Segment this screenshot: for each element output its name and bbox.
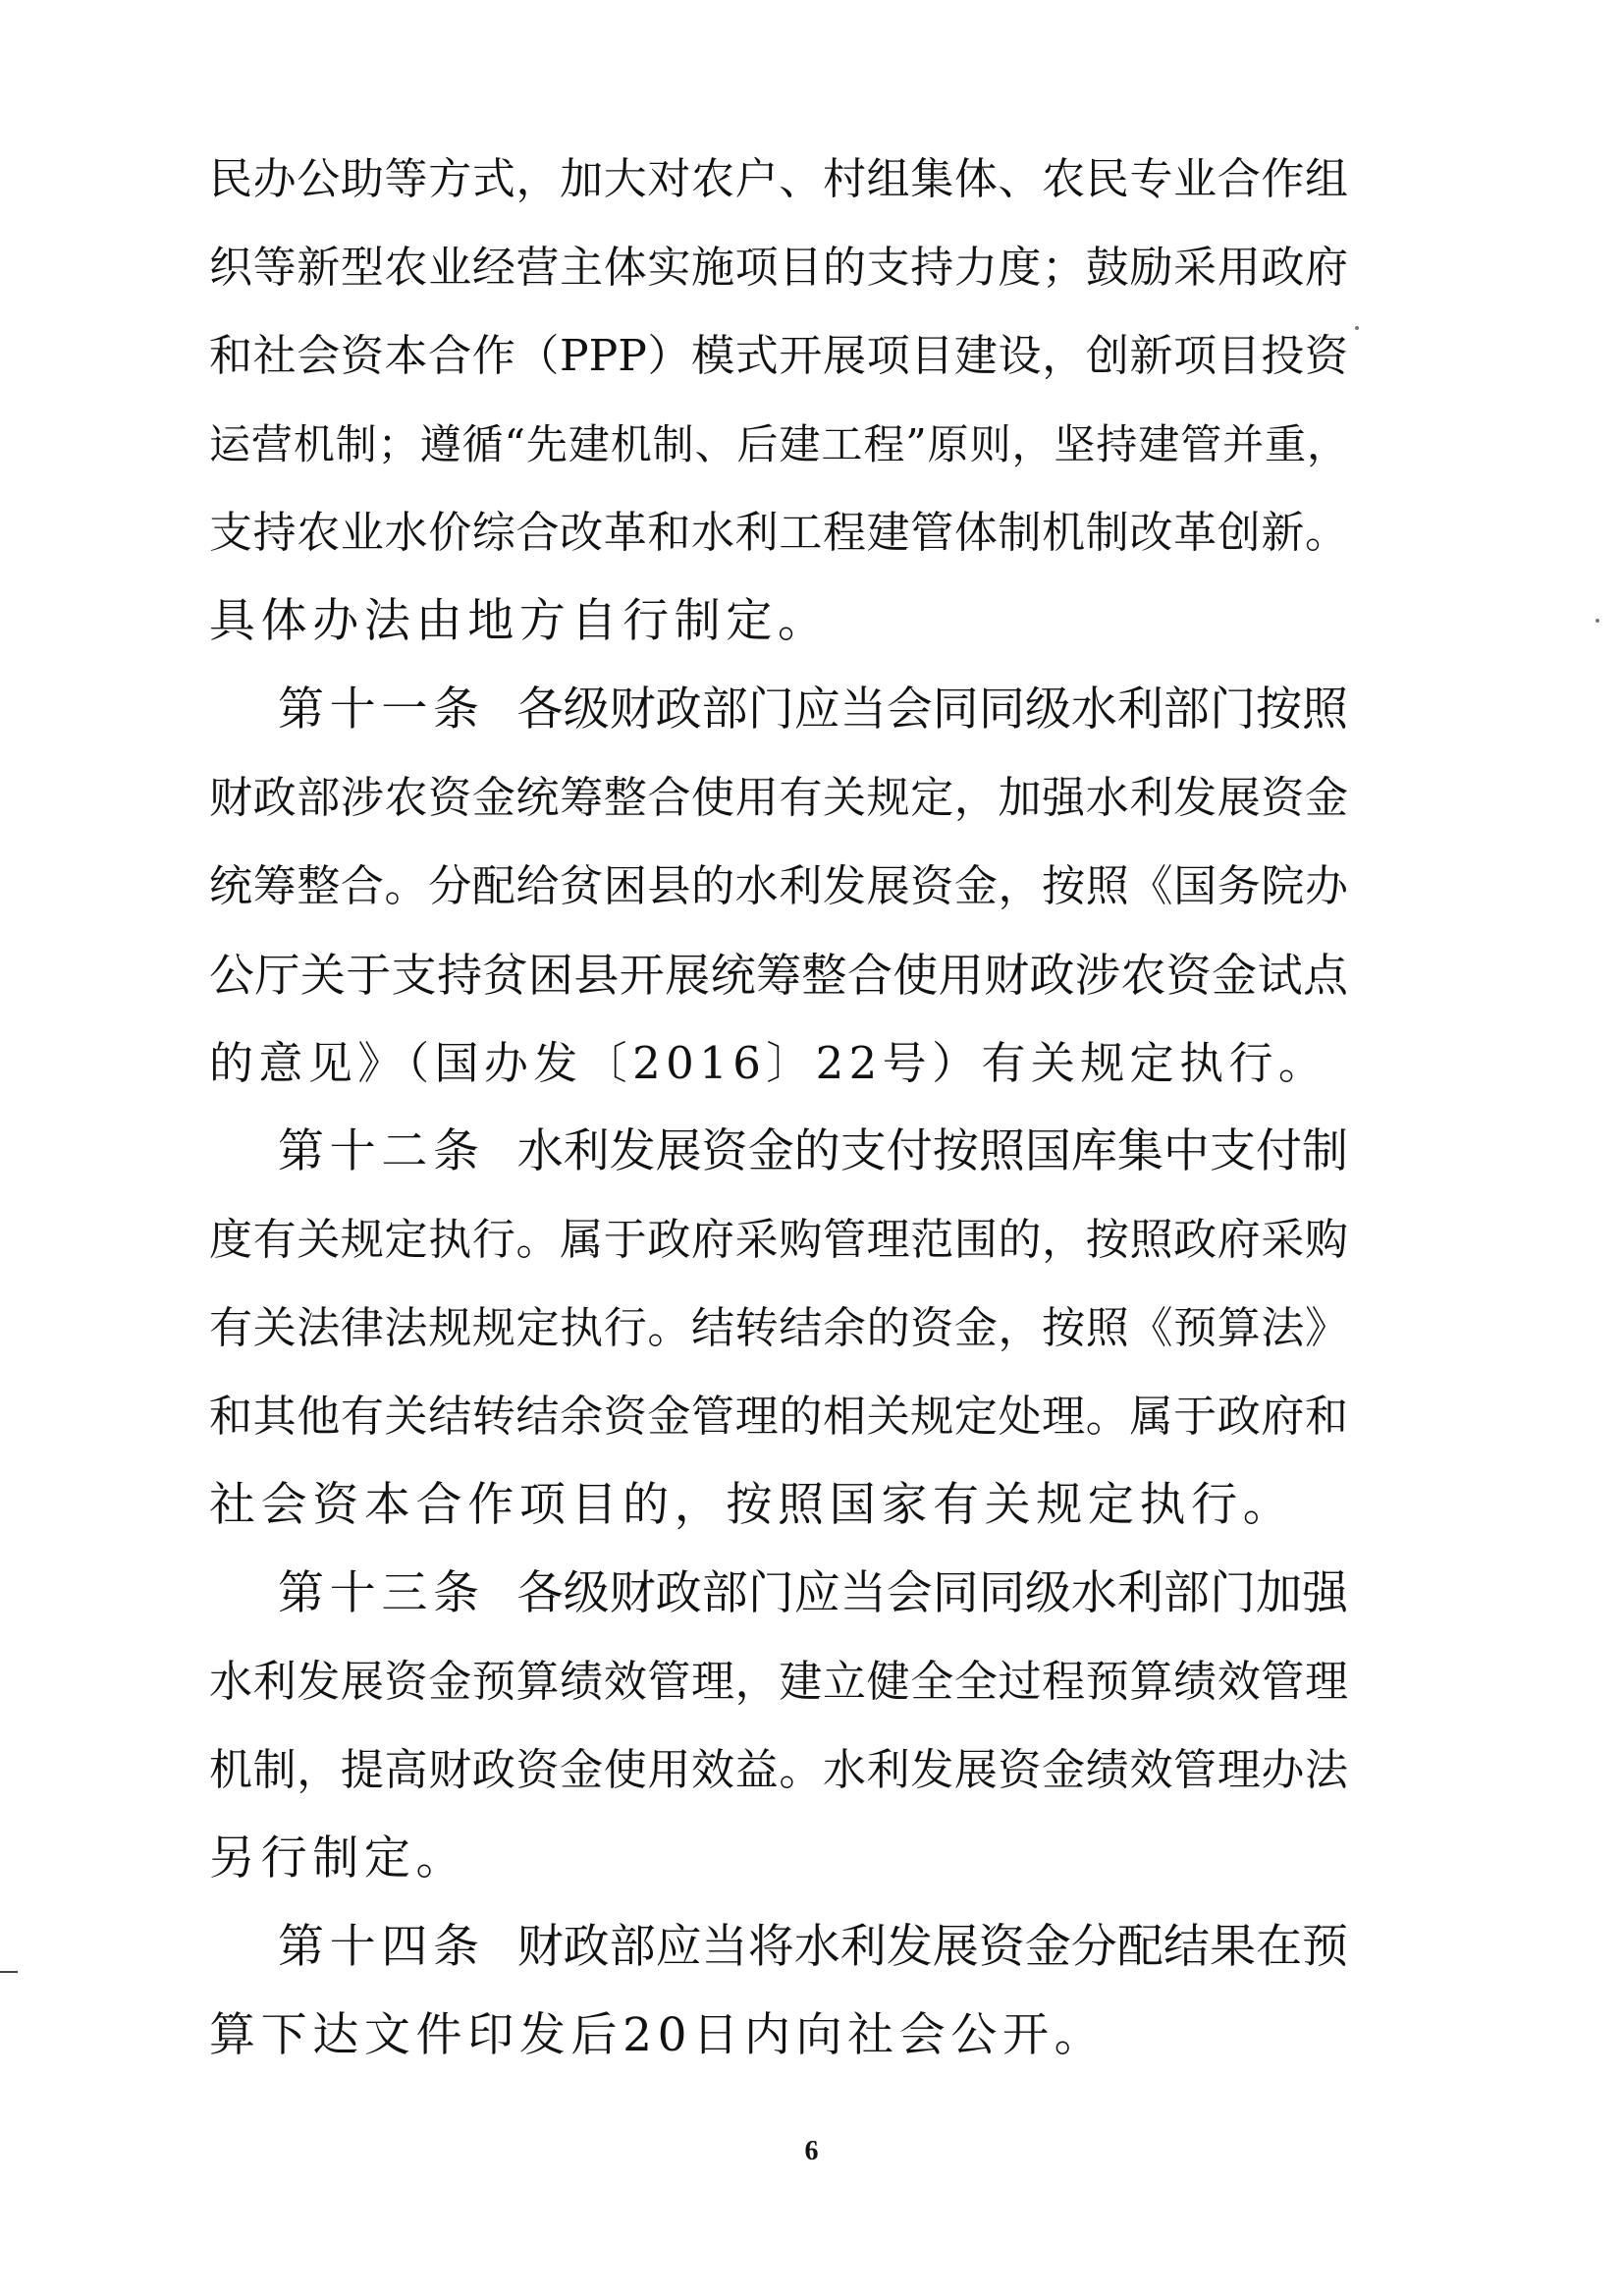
text-line: 算下达文件印发后20日内向社会公开。 — [209, 2008, 1107, 2062]
article-text: 各级财政部门应当会同同级水利部门加强 — [516, 1566, 1349, 1620]
text-line: 公厅关于支持贫困县开展统筹整合使用财政涉农资金试点 — [209, 949, 1348, 1002]
text-line: 财政部涉农资金统筹整合使用有关规定，加强水利发展资金 — [209, 773, 1348, 823]
text-line: 运营机制；遵循“先建机制、后建工程”原则，坚持建管并重， — [209, 420, 1348, 468]
article-number: 第十四条 — [278, 1920, 485, 1974]
article-text: 水利发展资金的支付按照国库集中支付制 — [516, 1124, 1349, 1178]
article-number: 第十二条 — [278, 1124, 485, 1178]
text-line: 织等新型农业经营主体实施项目的支持力度；鼓励采用政府 — [209, 243, 1348, 293]
article-text: 财政部应当将水利发展资金分配结果在预 — [516, 1920, 1349, 1974]
page-number: 6 — [804, 2136, 819, 2166]
text-line: 水利发展资金预算绩效管理，建立健全全过程预算绩效管理 — [209, 1657, 1348, 1707]
text-line: 统筹整合。分配给贫困县的水利发展资金，按照《国务院办 — [209, 861, 1348, 911]
text-line: 有关法律法规规定执行。结转结余的资金，按照《预算法》 — [209, 1303, 1348, 1353]
article-number: 第十三条 — [278, 1566, 485, 1620]
scan-speck — [1355, 326, 1359, 330]
text-line: 和社会资本合作（PPP）模式开展项目建设，创新项目投资 — [209, 331, 1348, 381]
text-line: 支持农业水价综合改革和水利工程建管体制机制改革创新。 — [209, 508, 1348, 558]
text-line: 机制，提高财政资金使用效益。水利发展资金绩效管理办法 — [209, 1745, 1348, 1795]
text-line: 另行制定。 — [209, 1831, 468, 1886]
scan-speck — [1596, 619, 1599, 623]
text-line: 社会资本合作项目的，按照国家有关规定执行。 — [209, 1478, 1295, 1532]
text-line: 的意见》（国办发〔2016〕22号）有关规定执行。 — [209, 1037, 1328, 1089]
text-line: 和其他有关结转结余资金管理的相关规定处理。属于政府和 — [209, 1392, 1348, 1442]
text-line: 具体办法由地方自行制定。 — [209, 594, 830, 648]
article-first-line — [278, 1903, 1348, 1992]
article-first-line — [278, 1550, 1348, 1638]
article-first-line — [278, 1108, 1348, 1196]
text-line: 度有关规定执行。属于政府采购管理范围的，按照政府采购 — [209, 1215, 1348, 1265]
text-line: 民办公助等方式，加大对农户、村组集体、农民专业合作组 — [209, 154, 1348, 204]
margin-mark — [0, 1971, 18, 1973]
article-text: 各级财政部门应当会同同级水利部门按照 — [516, 683, 1349, 737]
article-number: 第十一条 — [278, 683, 485, 737]
article-first-line — [278, 666, 1348, 754]
